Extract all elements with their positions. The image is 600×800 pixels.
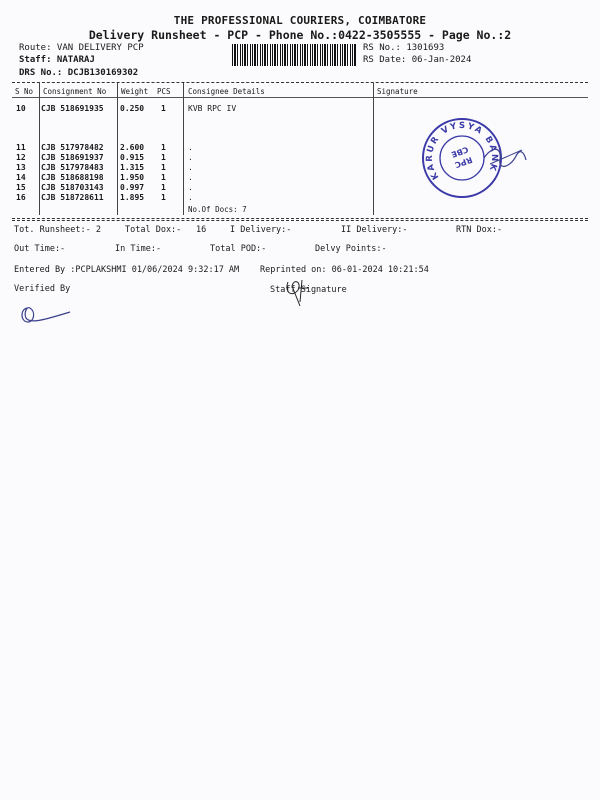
row-consignment: CJB 517978482 <box>41 143 104 152</box>
receiver-signature <box>480 138 530 178</box>
barcode <box>232 44 356 66</box>
row-weight: 0.250 <box>120 104 145 113</box>
reprinted-on: Reprinted on: 06-01-2024 10:21:54 <box>260 265 429 275</box>
col-divider <box>117 83 118 215</box>
col-header-weight: Weight <box>121 87 149 96</box>
stamp-rpc: RPC <box>453 154 474 170</box>
table-top-rule <box>12 82 588 83</box>
total-dox-value: 16 <box>196 225 207 235</box>
row-pcs: 1 <box>161 173 166 182</box>
runsheet-title: Delivery Runsheet - PCP - Phone No.:0422-3505555 - Page No.:2 <box>88 28 512 42</box>
row-details: . <box>188 173 193 182</box>
row-weight: 1.895 <box>120 193 145 202</box>
row-sno: 16 <box>16 193 26 202</box>
col-header-consignment: Consignment No <box>43 87 107 96</box>
table-bottom-rule <box>12 218 588 219</box>
row-details: KVB RPC IV <box>188 104 237 113</box>
row-weight: 1.315 <box>120 163 145 172</box>
total-dox-label: Total Dox:- <box>125 225 182 235</box>
out-time: Out Time:- <box>14 244 66 254</box>
row-details: . <box>188 153 193 162</box>
row-pcs: 1 <box>161 104 166 113</box>
verifier-signature <box>14 302 74 326</box>
col-divider <box>39 83 40 215</box>
header-rule <box>12 97 588 98</box>
rtn-dox: RTN Dox:- <box>456 225 503 235</box>
col-header-sno: S No <box>15 87 34 96</box>
no-of-docs: No.Of Docs: 7 <box>188 205 247 214</box>
row-consignment: CJB 518703143 <box>41 183 104 192</box>
col-header-consignee: Consignee Details <box>188 87 265 96</box>
stamp-cbe: CBE <box>450 144 470 160</box>
row-weight: 0.997 <box>120 183 145 192</box>
ii-delivery: II Delivery:- <box>341 225 408 235</box>
col-divider <box>183 83 184 215</box>
staff-label: Staff: NATARAJ <box>19 55 95 65</box>
row-sno: 14 <box>16 173 26 182</box>
tot-runsheet: Tot. Runsheet:- 2 <box>14 225 101 235</box>
row-sno: 10 <box>16 104 26 113</box>
row-pcs: 1 <box>161 163 166 172</box>
company-name: THE PROFESSIONAL COURIERS, COIMBATORE <box>173 14 427 27</box>
row-pcs: 1 <box>161 143 166 152</box>
row-pcs: 1 <box>161 183 166 192</box>
row-weight: 0.915 <box>120 153 145 162</box>
row-consignment: CJB 518728611 <box>41 193 104 202</box>
row-consignment: CJB 517978483 <box>41 163 104 172</box>
row-consignment: CJB 518691935 <box>41 104 104 113</box>
i-delivery: I Delivery:- <box>230 225 292 235</box>
row-consignment: CJB 518691937 <box>41 153 104 162</box>
row-sno: 13 <box>16 163 26 172</box>
staff-signature <box>278 272 328 312</box>
stamp-bank-name: KARUR VYSYA BANK <box>424 120 500 182</box>
row-sno: 15 <box>16 183 26 192</box>
col-header-signature: Signature <box>377 87 418 96</box>
row-weight: 1.950 <box>120 173 145 182</box>
staff-signature-label: Staff Signature <box>270 285 347 295</box>
row-details: . <box>188 143 193 152</box>
rs-number: RS No.: 1301693 <box>363 43 445 53</box>
row-details: . <box>188 193 193 202</box>
row-details: . <box>188 163 193 172</box>
route-label: Route: VAN DELIVERY PCP <box>19 43 144 53</box>
col-divider <box>373 83 374 215</box>
rs-date: RS Date: 06-Jan-2024 <box>363 55 472 65</box>
row-sno: 11 <box>16 143 26 152</box>
col-header-pcs: PCS <box>157 87 171 96</box>
row-pcs: 1 <box>161 153 166 162</box>
delvy-points: Delvy Points:- <box>315 244 387 254</box>
totals-rule <box>12 220 588 221</box>
verified-by: Verified By <box>14 284 71 294</box>
row-sno: 12 <box>16 153 26 162</box>
row-consignment: CJB 518688198 <box>41 173 104 182</box>
row-details: . <box>188 183 193 192</box>
total-pod: Total POD:- <box>210 244 267 254</box>
row-weight: 2.600 <box>120 143 145 152</box>
row-pcs: 1 <box>161 193 166 202</box>
in-time: In Time:- <box>115 244 162 254</box>
drs-number: DRS No.: DCJB130169302 <box>19 68 139 78</box>
entered-by: Entered By :PCPLAKSHMI 01/06/2024 9:32:17 AM <box>14 265 240 275</box>
